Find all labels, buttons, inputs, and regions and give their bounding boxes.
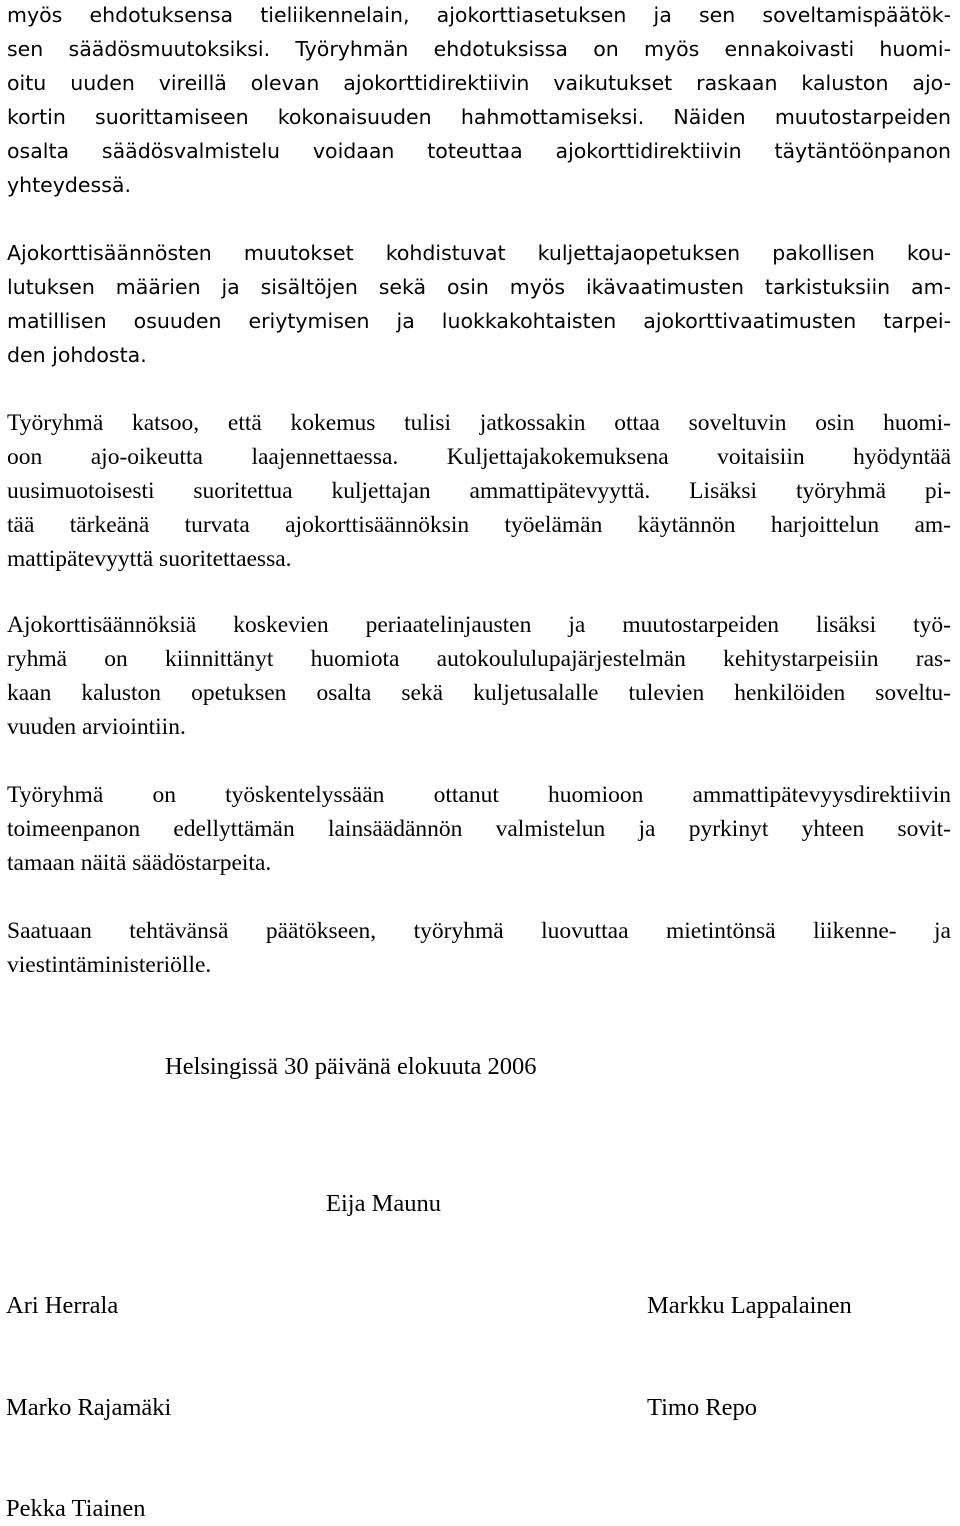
paragraph-line: tää tärkeänä turvata ajokorttisäännöksin työelämän käytännön harjoittelun am- — [7, 512, 951, 538]
signatory-chair: Eija Maunu — [326, 1190, 441, 1217]
paragraph-line: oitu uuden vireillä olevan ajokorttidirektiivin vaikutukset raskaan kaluston ajo- — [7, 71, 951, 95]
signatory-name: Timo Repo — [647, 1394, 758, 1421]
paragraph-2 — [7, 236, 951, 372]
paragraph-1 — [7, 0, 951, 202]
paragraph-line: viestintäministeriölle. — [7, 952, 212, 978]
signatory-name: Marko Rajamäki — [6, 1394, 172, 1421]
signatory-name: Pekka Tiainen — [6, 1495, 146, 1522]
paragraph-line: osalta säädösvalmistelu voidaan toteuttaa ajokorttidirektiivin täytäntöönpanon — [7, 139, 951, 163]
paragraph-line: tamaan näitä säädöstarpeita. — [7, 850, 272, 876]
paragraph-line: lutuksen määrien ja sisältöjen sekä osin myös ikävaatimusten tarkistuksiin am- — [7, 275, 951, 299]
paragraph-line: Ajokorttisäännösten muutokset kohdistuvat kuljettajaopetuksen pakollisen kou- — [7, 241, 951, 265]
paragraph-line: vuuden arviointiin. — [7, 714, 186, 740]
paragraph-line: Ajokorttisäännöksiä koskevien periaatelinjausten ja muutostarpeiden lisäksi työ- — [7, 612, 951, 638]
paragraph-line: yhteydessä. — [7, 173, 131, 197]
place-date: Helsingissä 30 päivänä elokuuta 2006 — [165, 1053, 537, 1080]
paragraph-line: uusimuotoisesti suoritettua kuljettajan ammattipätevyyttä. Lisäksi työryhmä pi- — [7, 478, 951, 504]
paragraph-5 — [7, 778, 951, 880]
paragraph-line: toimeenpanon edellyttämän lainsäädännön valmistelun ja pyrkinyt yhteen sovit- — [7, 816, 951, 842]
paragraph-line: Työryhmä on työskentelyssään ottanut huomioon ammattipätevyysdirektiivin — [7, 782, 951, 808]
paragraph-line: den johdosta. — [7, 343, 147, 367]
paragraph-line: kaan kaluston opetuksen osalta sekä kuljetusalalle tulevien henkilöiden soveltu- — [7, 680, 951, 706]
paragraph-line: matillisen osuuden eriytymisen ja luokkakohtaisten ajokorttivaatimusten tarpei- — [7, 309, 951, 333]
paragraph-4 — [7, 608, 951, 744]
paragraph-3 — [7, 406, 951, 576]
paragraph-line: oon ajo-oikeutta laajennettaessa. Kuljettajakokemuksena voitaisiin hyödyntää — [7, 444, 951, 470]
paragraph-line: myös ehdotuksensa tieliikennelain, ajokorttiasetuksen ja sen soveltamispäätök- — [7, 3, 951, 27]
signatory-name: Markku Lappalainen — [647, 1292, 852, 1319]
signatory-name: Ari Herrala — [6, 1292, 119, 1319]
paragraph-line: Työryhmä katsoo, että kokemus tulisi jatkossakin ottaa soveltuvin osin huomi- — [7, 410, 951, 436]
paragraph-line: sen säädösmuutoksiksi. Työryhmän ehdotuksissa on myös ennakoivasti huomi- — [7, 37, 951, 61]
paragraph-line: kortin suorittamiseen kokonaisuuden hahmottamiseksi. Näiden muutostarpeiden — [7, 105, 951, 129]
paragraph-line: Saatuaan tehtävänsä päätökseen, työryhmä luovuttaa mietintönsä liikenne- ja — [7, 918, 951, 944]
paragraph-line: ryhmä on kiinnittänyt huomiota autokoululupajärjestelmän kehitystarpeisiin ras- — [7, 646, 951, 672]
paragraph-line: mattipätevyyttä suoritettaessa. — [7, 546, 292, 572]
paragraph-6 — [7, 914, 951, 982]
